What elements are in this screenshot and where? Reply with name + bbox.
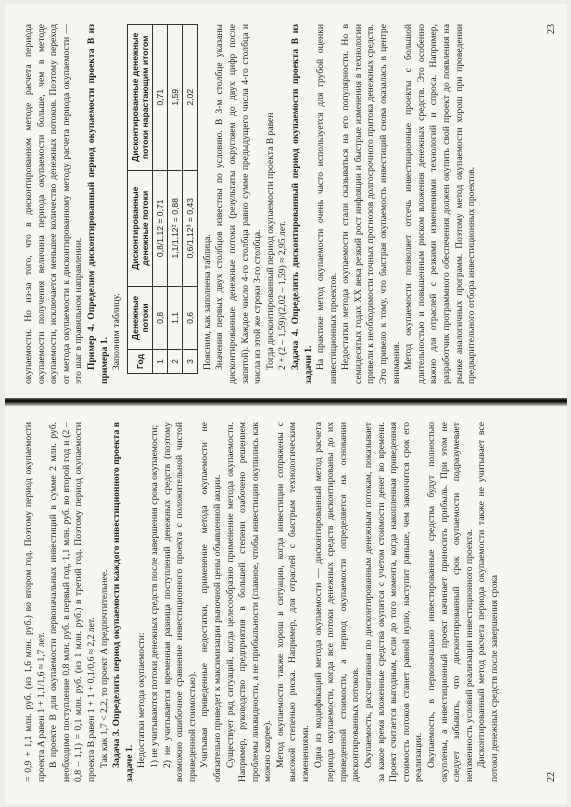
left-page <box>5 404 567 804</box>
table-cell: 0,8/1,12 = 0,71 <box>152 170 167 286</box>
table-row <box>167 24 182 373</box>
example-heading: Пример 4. Определим дисконтированный период окупаемости проекта B из примера 1. <box>85 23 110 384</box>
task-heading: Задача 3. Определить период окупаемости каждого инвестиционного проекта в задаче 1. <box>110 421 135 782</box>
table-header: Дисконтированные денежные потоки <box>127 170 152 286</box>
paragraph: Тогда дисконтированный период окупаемости проекта B равен <box>264 112 276 370</box>
left-page-text <box>23 422 502 782</box>
paragraph: Учитывая приведенные недостатки, применение метода окупаемости не обязательно приведет к максимизации рыночной цены объявленной акции. <box>198 421 223 782</box>
table-cell: 2,02 <box>182 24 197 170</box>
paragraph: 1) не учитываются потоки денежных средств после завершения срока окупаемости; <box>148 424 160 768</box>
paragraph: На практике метод окупаемости очень часто используется для грубой оценки инвестиционных проектов. <box>314 23 339 384</box>
table-cell: 0,8 <box>152 286 167 349</box>
page-number: 23 <box>545 23 557 34</box>
table-cell: 1,1 <box>167 286 182 349</box>
page-number: 22 <box>545 771 557 782</box>
paragraph: Значения первых двух столбцов известны по условию. В 3-м столбце указаны дисконтированные денежные потоки (результаты округляем до двух цифр после запятой). Каждое число 4-го столбца равно сумме предыдущего числа 4-го столбца и числа из этой же строки 3-го столбца. <box>213 23 263 384</box>
paragraph: Окупаемость, в первоначально инвестированные средства будут полностью окуплены, а инвестиционный проект начинает приносить прибыль. При этом не следует забывать, что дисконтированный срок окупаемости подразумевает неизменность условий реализации инвестиционного проекта. <box>425 421 475 782</box>
paragraph: Недостатки метода окупаемости стали сказываться на его популярности. Но в семидесятых годах XX века резкий рост инфляции и быстрые изменения в технологии привели к необходимости точных прогнозов долгосрочного притока денежных средств. Это привело к тому, что быстрая окупаемость инвестиций снова оказалась в центре внимания. <box>339 23 402 384</box>
table-header: Денежные потоки <box>127 286 152 349</box>
paragraph: Окупаемость, рассчитанная по дисконтированным денежным потокам, показывает за какое время вложенные средства окупятся с учетом стоимости денег во времени. Проект считается выгодным, если до того момента, когда накопленная приведенная стоимость потоков станет равной нулю, наступит раньше, чем закончится срок его реализации. <box>362 421 424 782</box>
table-header: Дисконтированные денежные потоки нарастающим итогом <box>127 24 152 170</box>
paragraph: Метод окупаемости также хорош в ситуации, когда инвестиции сопряжены с высокой степенью риска. Например, для отраслей с быстрым технологическим изменениями. <box>274 421 311 782</box>
table-cell: 1,59 <box>167 24 182 170</box>
table-row <box>152 24 167 373</box>
paragraph: В проекте B для окупаемости первоначальных инвестиций в сумме 2 млн. руб. необходимо поступление 0,8 млн. руб. в первый год, 1,1 млн. руб. во второй год и (2 – 0,8 – 1,1) = 0,1 млн. руб. (из 1 млн. руб.) в третий год. Поэтому период окупаемости проекта B равен 1 + 1 + 0,1/0,6 ≈ 2,2 лет. <box>47 421 97 782</box>
paragraph: Одна из модификаций метода окупаемости — дисконтированный метод расчета периода окупаемости, когда все потоки денежных средств дисконтированы до их приведенной стоимости, а период окупаемости определяется на основании дисконтированных потоков. <box>312 421 361 782</box>
rotated-spread <box>5 4 567 804</box>
table-header: Год <box>127 349 152 373</box>
formula-line: 2 + (2 – 1,59)/(2,02 – 1,59) ≈ 2,95 лет. <box>276 220 288 370</box>
paragraph: Заполним таблицу. <box>110 292 122 370</box>
right-page-text <box>23 24 479 384</box>
table-cell: 1 <box>152 349 167 373</box>
table-cell: 1,1/1,12² = 0,88 <box>167 170 182 286</box>
paragraph: 2) не учитывается временная разница поступлений денежных средств (поэтому возможно ошибочное сравнение инвестиционного проекта с положительной чистой приведенной стоимостью). <box>161 421 198 782</box>
task-heading: Задача 4. Определить дисконтированный период окупаемости проекта B из задачи 1. <box>289 23 313 384</box>
table-cell: 2 <box>167 349 182 373</box>
paragraph: Так как 1,7 < 2,2, то проект A предпочтительнее. <box>98 569 110 768</box>
table-cell: 0,71 <box>152 24 167 170</box>
paragraph: = 0,9 + 1,1 млн. руб. (из 1,6 млн. руб.) во втором год. Поэтому период окупаемости проекта A равен 1 + 1,1/1,6 ≈ 1,7 лет. <box>22 421 47 782</box>
table-cell: 0,6 <box>182 286 197 349</box>
paragraph: Метод окупаемости позволяет отсечь инвестиционные проекты с большой длительностью и повышенным риском вложения денежных средств. Это особенно важно для отраслей с резкими изменениями технологий и спроса. Например, разработчик программного обеспечения должен окупить свой проект до появления на рынке аналогичных программ. Поэтому метод окупаемости хорош при проведении предварительного отбора инвестиционных проектов. <box>402 23 477 384</box>
table-row <box>182 24 197 373</box>
paragraph: окупаемости. Но из-за того, что в дисконтированном методе расчета периода окупаемости получения величина периода окупаемости больше, чем в методе окупаемости, исключается меньшее количество денежных потоков. Поэтому переход от метода окупаемости к дисконтированному методу расчета периода окупаемости — это шаг в правильном направлении. <box>22 23 84 384</box>
table-cell: 3 <box>182 349 197 373</box>
paragraph: Недостатки метода окупаемости: <box>135 631 147 768</box>
paragraph: Существует ряд ситуаций, когда целесообразно применение метода окупаемости. Например, руководство предприятия в большей степени озабочено решением проблемы ликвидности, а не прибыльности (главное, чтобы инвестиции окупились как можно скорее). <box>224 421 273 782</box>
paragraph: Поясним, как заполнена таблица. <box>201 233 213 370</box>
table-cell: 0,6/1,12³ = 0,43 <box>182 170 197 286</box>
paragraph: Дисконтированный метод расчета периода окупаемости также не учитывает все потоки денежных средств после завершения срока <box>475 421 500 782</box>
right-page <box>5 4 567 398</box>
discounted-payback-table <box>126 24 197 374</box>
